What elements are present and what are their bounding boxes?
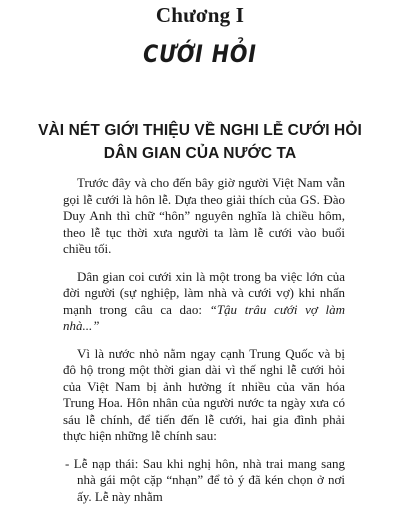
folk-verse-quote: “Tậu trâu cưới vợ làm nhà...” [63,302,345,334]
body-text [63,175,345,505]
paragraph-1: Trước đây và cho đến bây giờ người Việt Nam vẫn gọi lễ cưới là hôn lễ. Dựa theo giải thích của GS. Đào Duy Anh thì chữ “hôn” nguyên nghĩa là chiều hôm, theo lễ tục thời xưa người ta làm lễ cưới vào buổi chiều tối. [63,175,345,258]
section-title-line-1: VÀI NÉT GIỚI THIỆU VỀ NGHI LỄ CƯỚI HỎI [0,119,400,142]
paragraph-2 [63,269,345,335]
chapter-title: CƯỚI HỎI [28,40,372,68]
paragraph-2-text: Dân gian coi cưới xin là một trong ba việc lớn của đời người (sự nghiệp, làm nhà và cưới vợ) khi nhấn mạnh trong câu ca dao: [63,269,345,317]
section-title-line-2: DÂN GIAN CỦA NƯỚC TA [0,142,400,165]
section-title [0,119,400,165]
list-item: - Lễ nạp thái: Sau khi nghị hôn, nhà trai mang sang nhà gái một cặp “nhạn” để tỏ ý đã kén chọn ở nơi ấy. Lễ này nhằm [63,456,345,505]
chapter-number: Chương I [0,3,400,28]
paragraph-3: Vì là nước nhỏ nằm ngay cạnh Trung Quốc và bị đô hộ trong một thời gian dài vì thế nghi lễ cưới hỏi của Việt Nam bị ảnh hưởng ít nhiều của văn hóa Trung Hoa. Hôn nhân của người nước ta ngày xưa có sáu lễ chính, để tiến đến lễ cưới, hai gia đình phải thực hiện những lễ chính sau: [63,346,345,445]
